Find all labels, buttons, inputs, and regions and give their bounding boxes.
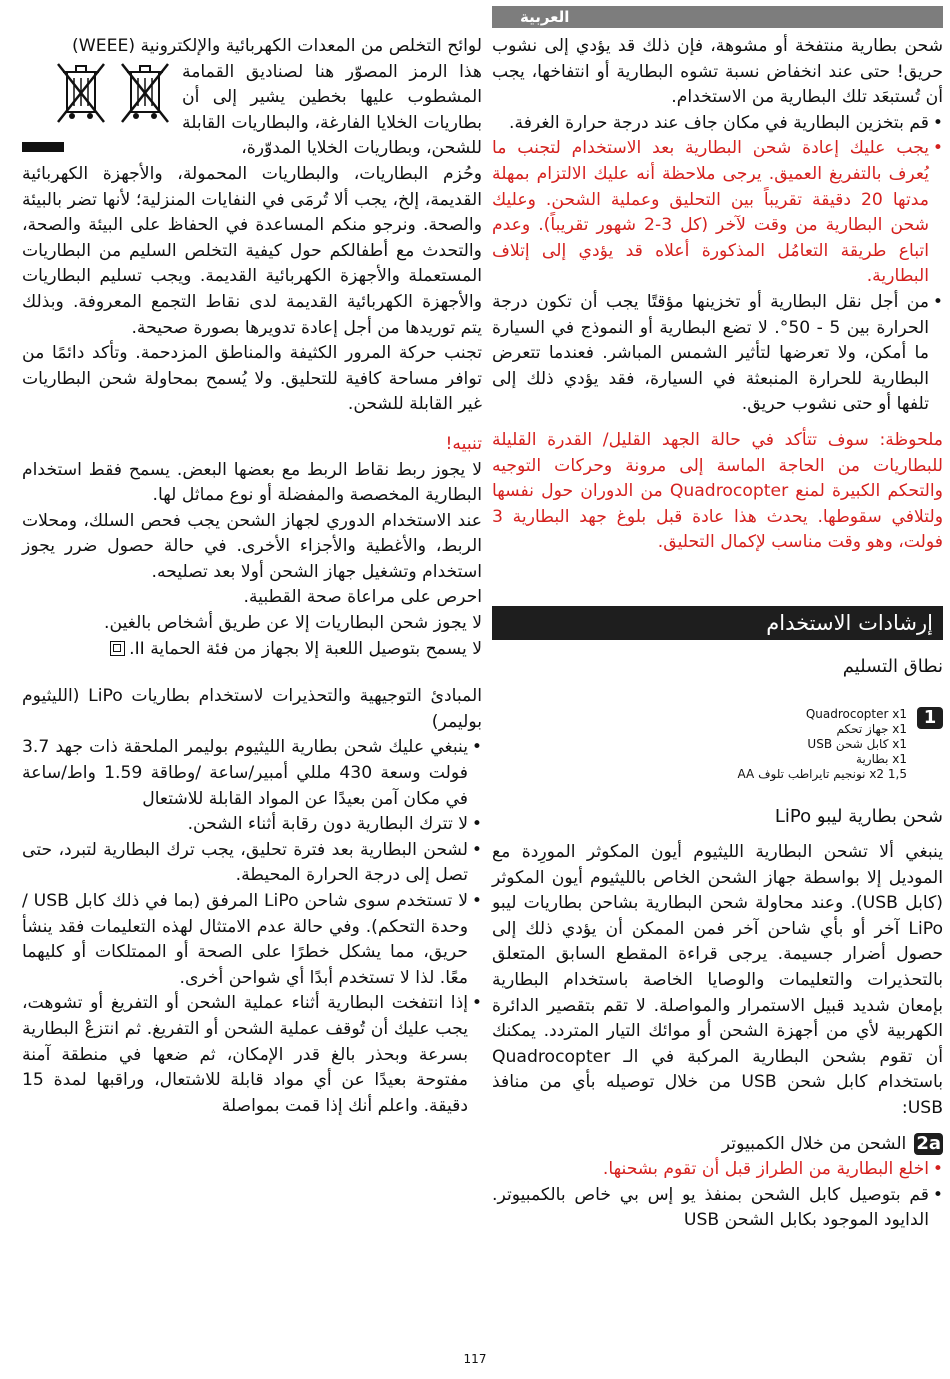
delivery-scope-heading: نطاق التسليم: [842, 655, 943, 677]
warning-text: عند الاستخدام الدوري لجهاز الشحن يجب فحص السلك، ومحلات الربط، والأغطية والأجزاء الأخرى. في حالة حصول ضرر يجوز استخدام وتشغيل جهاز الشحن أولا بعد تصليحه.: [22, 510, 482, 582]
protection-class-text: لا يسمح بتوصيل اللعبة إلا بجهاز من فئة الحماية II.: [129, 638, 482, 659]
traffic-text: تجنب حركة المرور الكثيفة والمناطق المزدحمة. وتأكد دائمًا من توافر مساحة كافية للتحليق. ولا يُسمح بمحاولة شحن البطاريات غير القابلة للشحن.: [22, 343, 482, 415]
step-2a-title: الشحن من خلال الكمبيوتر: [721, 1133, 907, 1154]
lipo-bullet: • ينبغي عليك شحن بطارية الليثيوم بوليمر الملحقة ذات جهد 3.7 فولت وسعة 430 مللي أمبير/ساعة /وطاقة 1.59 واط/ساعة في مكان آمن بعيدًا عن المواد القابلة للاشتعال: [22, 735, 482, 812]
step-badge-1: 1: [917, 707, 943, 729]
delivery-items: [492, 707, 943, 782]
warning-text: [22, 637, 482, 663]
language-tab: العربية: [492, 6, 943, 28]
weee-text-continued: وحُزم البطاريات، والبطاريات المحمولة، والأجهزة الكهربائية القديمة، إلخ، يجب ألا تُرمَى في النفايات المنزلية؛ لأنها تضر بالبيئة والصحة. ونرجو منكم المساعدة في الحفاظ على البيئة والصحة، والتحدث مع أطفالكم حول كيفية التخلص السليم من البطاريات المستعملة والأجهزة الكهربائية القديمة. ويجب تسليم البطاريات والأجهزة الكهربائية القديمة لدى نقاط التجمع المعروفة. وبذلك يتم توريدها من أجل إعادة تدويرها بصورة صحيحة.: [22, 163, 482, 338]
step-badge-2a: 2a: [916, 1133, 941, 1155]
delivery-item: x1 كابل شحن USB: [807, 737, 907, 752]
right-column: [492, 34, 943, 1234]
lipo-charging-heading: شحن بطارية ليبو LiPo: [774, 806, 943, 828]
step-2a-bullets: [492, 1157, 943, 1234]
warning-text: احرص على مراعاة صحة القطبية.: [243, 587, 482, 608]
lipo-guidelines-title: المبادئ التوجيهية والتحذيرات لاستخدام بطاريات LiPo (الليثيوم بوليمر): [22, 686, 482, 732]
storage-bullets: [492, 111, 943, 418]
left-column: [22, 34, 482, 1119]
bullet-connect-usb: • قم بتوصيل كابل الشحن بمنفذ يو إس بي خاص بالكمبيوتر. الدايود الموجود بكابل الشحن USB: [492, 1183, 943, 1234]
lipo-bullet: • لا تستخدم سوى شاحن LiPo المرفق (بما في ذلك كابل USB / وحدة التحكم). وفي حالة عدم الامتثال لهذه التعليمات فقد ينشأ حريق، مما يشكل خطرًا على الصحة أو الممتلكات أو كليهما معًا. لذا لا تستخدم أبدًا أي شواحن أخرى.: [22, 889, 482, 991]
bullet-transport: • من أجل نقل البطارية أو تخزينها مؤقتًا يجب أن تكون درجة الحرارة بين 5 - 50°. لا تضع البطارية أو النموذج في السيارة ما أمكن، ولا تعرضها لتأثير الشمس المباشر. فعندما تتعرض البطارية للحرارة المنبعثة في السيارة، فقد يؤدي ذلك إلى تلفها أو حتى نشوب حريق.: [492, 290, 943, 418]
delivery-list: [737, 707, 907, 782]
weee-row: [22, 60, 482, 162]
delivery-item: x1 بطارية: [856, 752, 907, 767]
bullet-remove-battery: • اخلع البطارية من الطراز قبل أن تقوم بشحنها.: [492, 1157, 943, 1183]
delivery-item: 1,5 x2 نونجيم تايراطب تلوف AA: [737, 767, 907, 782]
weee-text: هذا الرمز المصوّر هنا لصناديق القمامة المشطوب عليها بخطين يشير إلى أن بطاريات الخلايا الفارغة، والبطاريات القابلة للشحن، وبطاريات الخلايا المدوّرة،: [182, 61, 482, 159]
lipo-guidelines-bullets: [22, 735, 482, 1119]
page-number: 117: [463, 1352, 487, 1366]
weee-bar-icon: [22, 142, 64, 152]
section-title-usage: إرشادات الاستخدام: [492, 606, 943, 640]
lipo-bullet: • لشحن البطارية بعد فترة تحليق، يجب ترك البطارية لتبرد، حتى تصل إلى درجة الحرارة المحيطة.: [22, 838, 482, 889]
low-voltage-note: ملحوظة: سوف تتأكد في حالة الجهد القليل/ القدرة القليلة للبطاريات من الحاجة الماسة إلى مرونة وحركات التوجيه والتحكم الكبيرة لمنع Quadrocopter من الدوران حول نفسها ولتلافي سقوطها. يحدث هذا عادة قبل بلوغ جهد البطارية 3 فولت، وهو وقت مناسب لإكمال التحليق.: [492, 429, 943, 553]
protection-class-icon: [110, 641, 125, 656]
crossed-bin-icon: [54, 60, 108, 126]
delivery-item: x1 جهاز تحكم: [836, 722, 907, 737]
bullet-storage: • قم بتخزين البطارية في مكان جاف عند درجة حرارة الغرفة.: [492, 111, 943, 137]
delivery-item: Quadrocopter x1: [805, 707, 907, 722]
warning-title: تنبيه!: [445, 433, 482, 454]
warning-text: لا يجوز شحن البطاريات إلا عن طريق أشخاص بالغين.: [104, 613, 482, 634]
warning-text: لا يجوز ربط نقاط الربط مع بعضها البعض. يسمح فقط استخدام البطارية المخصصة والمفضلة أو نوع مماثل لها.: [22, 459, 482, 506]
weee-title: لوائح التخلص من المعدات الكهربائية والإلكترونية (WEEE): [72, 36, 482, 56]
bullet-recharge-warning: • يجب عليك إعادة شحن البطارية بعد الاستخدام لتجنب ما يُعرف بالتفريغ العميق. يرجى ملاحظة أنه عليك الالتزام بمهلة مدتها 20 دقيقة تقريباً بين التحليق وعملية الشحن. وعليك شحن البطارية من وقت لآخر (كل 3-2 شهور تقريباً). وعدم اتباع طريقة التعامُل المذكورة أعلاه قد يؤدي إلى إتلاف البطارية.: [492, 136, 943, 290]
lipo-bullet: • إذا انتفخت البطارية أثناء عملية الشحن أو التفريغ أو تشوهت، يجب عليك أن تُوقف عملية الشحن أو التفريغ. ثم انتزعْ البطارية بسرعة وبحذر بالغ قدر الإمكان، ثم ضعها في منطقة آمنة مفتوحة بعيدًا عن أي مواد قابلة للاشتعال، وراقبها لمدة 15 دقيقة. واعلم أنك إذا قمت بمواصلة: [22, 991, 482, 1119]
weee-icons: [22, 60, 172, 160]
lipo-bullet: • لا تترك البطارية دون رقابة أثناء الشحن.: [22, 812, 482, 838]
step-2a-heading: [492, 1132, 943, 1158]
crossed-bin-icon: [118, 60, 172, 126]
lipo-charging-text: ينبغي ألا تشحن البطارية الليثيوم أيون المكوثر المورِدة مع الموديل إلا بواسطة جهاز الشحن الخاص بالليثيوم أيون المكوثر (كابل USB). وعند محاولة شحن البطارية بشاحن بطاريات ليبو LiPo آخر أو بأي شاحن آخر فمن الممكن أن يؤدي ذلك إلى حصول أضرار جسيمة. يرجى قراءة المقطع السابق المتعلق بالتحذيرات والتعليمات والوصايا الخاصة باستخدام البطارية بإمعان شديد قبيل الاستمرار والمواصلة. لا تقم بتقصير الدائرة الكهربية لأي من أجهزة الشحن أو موائك التيار المتردد. يمكنك أن تقوم بشحن البطارية المركبة في الـ Quadrocopter باستخدام كابل شحن USB من خلال توصيله بأي من منافذ USB:: [492, 842, 943, 1118]
battery-intro-text: شحن بطارية منتفخة أو مشوهة، فإن ذلك قد يؤدي إلى نشوب حريق! حتى عند انخفاض نسبة تشوه البطارية أو انتفاخها، يجب أن تُستبعَد تلك البطارية من الاستخدام.: [492, 36, 943, 108]
